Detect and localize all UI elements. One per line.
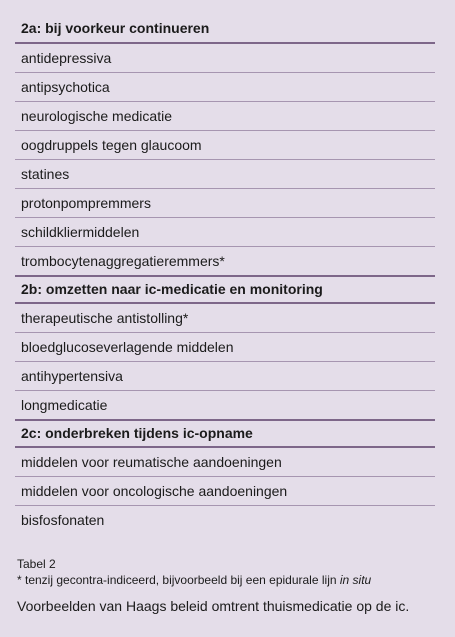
table-row: therapeutische antistolling* [15,304,435,333]
section-heading-2b: 2b: omzetten naar ic-medicatie en monitoring [15,275,435,304]
footnote-italic: in situ [339,573,372,587]
table-row: protonpompremmers [15,189,435,218]
table-row: middelen voor reumatische aandoeningen [15,448,435,477]
table-row: antihypertensiva [15,362,435,391]
table-row: bloedglucoseverlagende middelen [15,333,435,362]
medication-table [15,15,435,534]
table-row: bisfosfonaten [21,512,105,528]
table-row: trombocytenaggregatieremmers* [21,253,225,269]
table-footnote [17,572,371,588]
table-row: oogdruppels tegen glaucoom [15,131,435,160]
table-row: antidepressiva [15,44,435,73]
table-caption: Tabel 2 [17,557,56,571]
table-row: middelen voor oncologische aandoeningen [15,477,435,506]
footnote-text: * tenzij gecontra-indiceerd, bijvoorbeeld bij een epidurale lijn [17,573,337,587]
table-row: antipsychotica [15,73,435,102]
section-heading-2c: 2c: onderbreken tijdens ic-opname [15,419,435,448]
table-row: statines [15,160,435,189]
table-description: Voorbeelden van Haags beleid omtrent thuismedicatie op de ic. [17,598,410,614]
table-row: neurologische medicatie [15,102,435,131]
table-row: schildkliermiddelen [15,218,435,247]
section-heading-2a: 2a: bij voorkeur continueren [15,15,435,44]
table-row: longmedicatie [21,397,108,413]
